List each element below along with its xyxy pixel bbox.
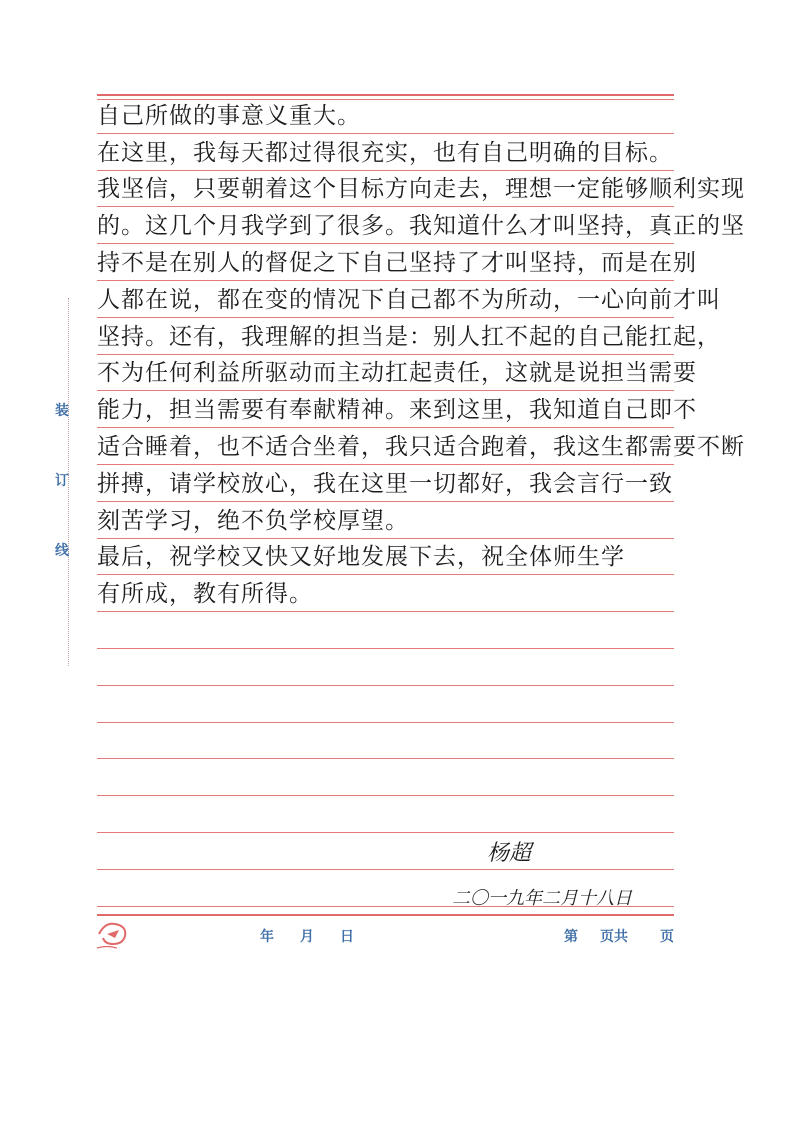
handwritten-line: 拼搏，请学校放心，我在这里一切都好，我会言行一致	[97, 471, 673, 497]
ruled-line	[97, 869, 674, 870]
handwritten-line: 不为任何利益所驱动而主动扛起责任，这就是说担当需要	[97, 360, 697, 386]
ruled-line	[97, 685, 674, 686]
footer-rule	[97, 914, 674, 916]
header-rule-secondary	[97, 99, 674, 100]
handwritten-line: 自己所做的事意义重大。	[97, 103, 361, 129]
ruled-line	[97, 464, 674, 465]
ruled-line	[97, 722, 674, 723]
footer-page-label: 第	[564, 929, 578, 945]
ruled-line	[97, 501, 674, 502]
ruled-line	[97, 133, 674, 134]
ruled-line	[97, 538, 674, 539]
ruled-line	[97, 427, 674, 428]
ruled-line	[97, 832, 674, 833]
binding-label-xian: 线	[55, 543, 69, 559]
handwritten-line: 最后，祝学校又快又好地发展下去，祝全体师生学	[97, 544, 625, 570]
footer-page-total-label: 页共	[600, 929, 628, 945]
footer-year-label: 年	[260, 929, 274, 945]
brand-logo-icon	[95, 918, 133, 952]
handwritten-line: 在这里，我每天都过得很充实，也有自己明确的目标。	[97, 140, 673, 166]
ruled-line	[97, 280, 674, 281]
signature-date: 二〇一九年二月十八日	[452, 888, 632, 909]
handwritten-line: 坚持。还有，我理解的担当是：别人扛不起的自己能扛起，	[97, 324, 721, 350]
ruled-line	[97, 243, 674, 244]
header-rule	[97, 94, 674, 96]
ruled-line	[97, 574, 674, 575]
ruled-line	[97, 758, 674, 759]
ruled-line	[97, 317, 674, 318]
handwritten-line: 有所成，教有所得。	[97, 581, 313, 607]
binding-label-zhuang: 装	[55, 403, 69, 419]
ruled-line	[97, 611, 674, 612]
handwritten-line: 适合睡着，也不适合坐着，我只适合跑着，我这生都需要不断	[97, 434, 745, 460]
ruled-line	[97, 170, 674, 171]
handwritten-line: 人都在说，都在变的情况下自己都不为所动，一心向前才叫	[97, 287, 721, 313]
ruled-line	[97, 354, 674, 355]
footer-page-end-label: 页	[660, 929, 674, 945]
ruled-line	[97, 206, 674, 207]
footer-month-label: 月	[300, 929, 314, 945]
handwritten-line: 我坚信，只要朝着这个目标方向走去，理想一定能够顺利实现	[97, 176, 745, 202]
ruled-line	[97, 795, 674, 796]
handwritten-line: 持不是在别人的督促之下自己坚持了才叫坚持，而是在别	[97, 250, 697, 276]
footer-day-label: 日	[340, 929, 354, 945]
signature-name: 杨超	[487, 841, 532, 866]
ruled-line	[97, 390, 674, 391]
handwritten-line: 能力，担当需要有奉献精神。来到这里，我知道自己即不	[97, 397, 697, 423]
handwritten-line: 的。这几个月我学到了很多。我知道什么才叫坚持，真正的坚	[97, 213, 745, 239]
binding-label-ding: 订	[55, 473, 69, 489]
handwritten-line: 刻苦学习，绝不负学校厚望。	[97, 508, 409, 534]
ruled-line	[97, 648, 674, 649]
